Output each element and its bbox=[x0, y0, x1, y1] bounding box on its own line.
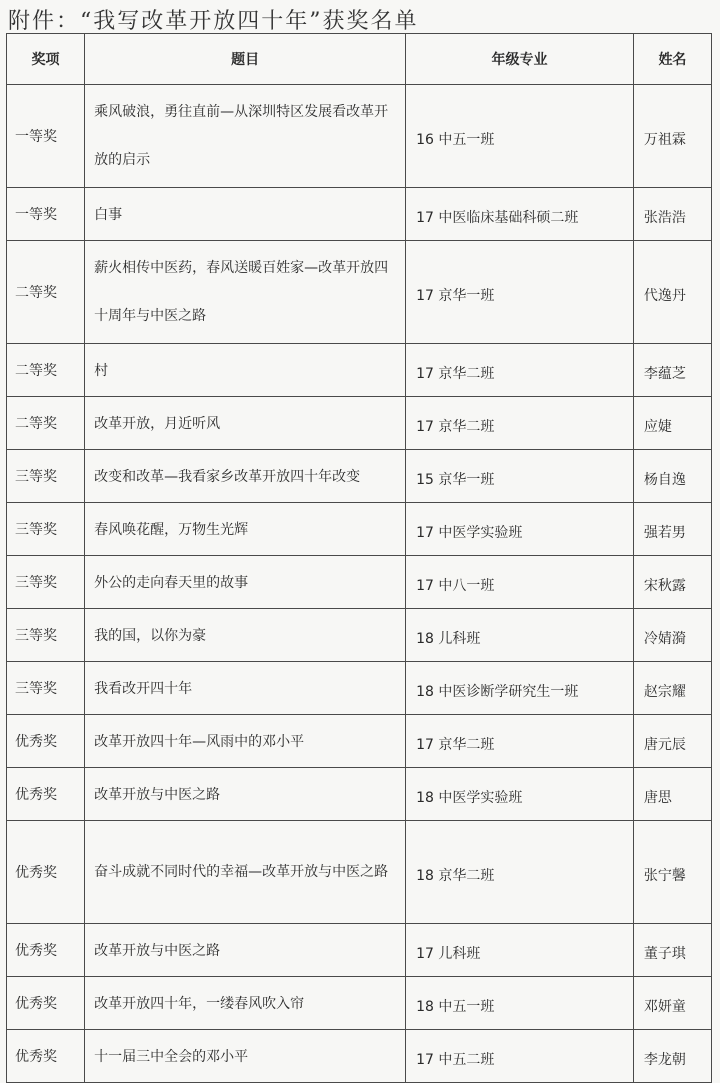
header-award: 奖项 bbox=[7, 34, 85, 85]
table-row bbox=[7, 241, 712, 344]
title-cell: 村 bbox=[85, 344, 406, 397]
class-cell: 17 中五二班 bbox=[406, 1030, 634, 1083]
award-cell: 优秀奖 bbox=[7, 977, 85, 1030]
title-cell: 外公的走向春天里的故事 bbox=[85, 556, 406, 609]
title-cell: 改革开放与中医之路 bbox=[85, 924, 406, 977]
name-cell: 张宁馨 bbox=[633, 821, 711, 924]
class-cell: 18 儿科班 bbox=[406, 609, 634, 662]
table-row bbox=[7, 609, 712, 662]
name-cell: 张浩浩 bbox=[633, 188, 711, 241]
table-row bbox=[7, 662, 712, 715]
award-cell: 优秀奖 bbox=[7, 924, 85, 977]
class-cell: 18 中五一班 bbox=[406, 977, 634, 1030]
award-cell: 一等奖 bbox=[7, 188, 85, 241]
name-cell: 冷婧漪 bbox=[633, 609, 711, 662]
table-row bbox=[7, 715, 712, 768]
award-cell: 二等奖 bbox=[7, 344, 85, 397]
table-row bbox=[7, 188, 712, 241]
title-cell: 十一届三中全会的邓小平 bbox=[85, 1030, 406, 1083]
class-cell: 17 中医学实验班 bbox=[406, 503, 634, 556]
title-cell: 我的国，以你为豪 bbox=[85, 609, 406, 662]
table-row bbox=[7, 977, 712, 1030]
header-name: 姓名 bbox=[633, 34, 711, 85]
title-cell: 改革开放与中医之路 bbox=[85, 768, 406, 821]
title-cell: 白事 bbox=[85, 188, 406, 241]
name-cell: 李龙朝 bbox=[633, 1030, 711, 1083]
award-cell: 三等奖 bbox=[7, 556, 85, 609]
award-cell: 一等奖 bbox=[7, 85, 85, 188]
table-row bbox=[7, 821, 712, 924]
name-cell: 万祖霖 bbox=[633, 85, 711, 188]
table-row bbox=[7, 450, 712, 503]
class-cell: 17 京华二班 bbox=[406, 344, 634, 397]
name-cell: 唐思 bbox=[633, 768, 711, 821]
table-row bbox=[7, 503, 712, 556]
title-cell: 我看改开四十年 bbox=[85, 662, 406, 715]
name-cell: 唐元辰 bbox=[633, 715, 711, 768]
award-cell: 优秀奖 bbox=[7, 1030, 85, 1083]
award-cell: 三等奖 bbox=[7, 662, 85, 715]
class-cell: 17 京华二班 bbox=[406, 397, 634, 450]
header-class: 年级专业 bbox=[406, 34, 634, 85]
name-cell: 李蕴芝 bbox=[633, 344, 711, 397]
title-cell: 改革开放，月近听风 bbox=[85, 397, 406, 450]
award-cell: 三等奖 bbox=[7, 609, 85, 662]
award-cell: 二等奖 bbox=[7, 397, 85, 450]
name-cell: 应婕 bbox=[633, 397, 711, 450]
award-cell: 三等奖 bbox=[7, 450, 85, 503]
class-cell: 17 中八一班 bbox=[406, 556, 634, 609]
table-row bbox=[7, 85, 712, 188]
award-cell: 三等奖 bbox=[7, 503, 85, 556]
class-cell: 16 中五一班 bbox=[406, 85, 634, 188]
title-cell: 改革开放四十年—风雨中的邓小平 bbox=[85, 715, 406, 768]
title-cell: 薪火相传中医药，春风送暖百姓家—改革开放四十周年与中医之路 bbox=[85, 241, 406, 344]
class-cell: 18 中医诊断学研究生一班 bbox=[406, 662, 634, 715]
header-title: 题目 bbox=[85, 34, 406, 85]
award-cell: 优秀奖 bbox=[7, 821, 85, 924]
award-cell: 优秀奖 bbox=[7, 768, 85, 821]
table-row bbox=[7, 344, 712, 397]
table-header-row bbox=[7, 34, 712, 85]
table-row bbox=[7, 556, 712, 609]
name-cell: 董子琪 bbox=[633, 924, 711, 977]
class-cell: 18 京华二班 bbox=[406, 821, 634, 924]
title-cell: 改变和改革—我看家乡改革开放四十年改变 bbox=[85, 450, 406, 503]
name-cell: 宋秋露 bbox=[633, 556, 711, 609]
award-list-table bbox=[6, 33, 712, 1083]
class-cell: 17 京华二班 bbox=[406, 715, 634, 768]
title-cell: 春风唤花醒，万物生光辉 bbox=[85, 503, 406, 556]
class-cell: 17 京华一班 bbox=[406, 241, 634, 344]
name-cell: 杨自逸 bbox=[633, 450, 711, 503]
class-cell: 17 中医临床基础科硕二班 bbox=[406, 188, 634, 241]
class-cell: 15 京华一班 bbox=[406, 450, 634, 503]
name-cell: 邓妍童 bbox=[633, 977, 711, 1030]
table-row bbox=[7, 768, 712, 821]
table-row bbox=[7, 924, 712, 977]
award-cell: 优秀奖 bbox=[7, 715, 85, 768]
table-row bbox=[7, 1030, 712, 1083]
name-cell: 强若男 bbox=[633, 503, 711, 556]
title-cell: 奋斗成就不同时代的幸福—改革开放与中医之路 bbox=[85, 821, 406, 924]
name-cell: 代逸丹 bbox=[633, 241, 711, 344]
name-cell: 赵宗耀 bbox=[633, 662, 711, 715]
table-row bbox=[7, 397, 712, 450]
class-cell: 17 儿科班 bbox=[406, 924, 634, 977]
document-title: 附件：“我写改革开放四十年”获奖名单 bbox=[8, 9, 419, 34]
class-cell: 18 中医学实验班 bbox=[406, 768, 634, 821]
title-cell: 改革开放四十年，一缕春风吹入帘 bbox=[85, 977, 406, 1030]
title-cell: 乘风破浪，勇往直前—从深圳特区发展看改革开放的启示 bbox=[85, 85, 406, 188]
award-cell: 二等奖 bbox=[7, 241, 85, 344]
